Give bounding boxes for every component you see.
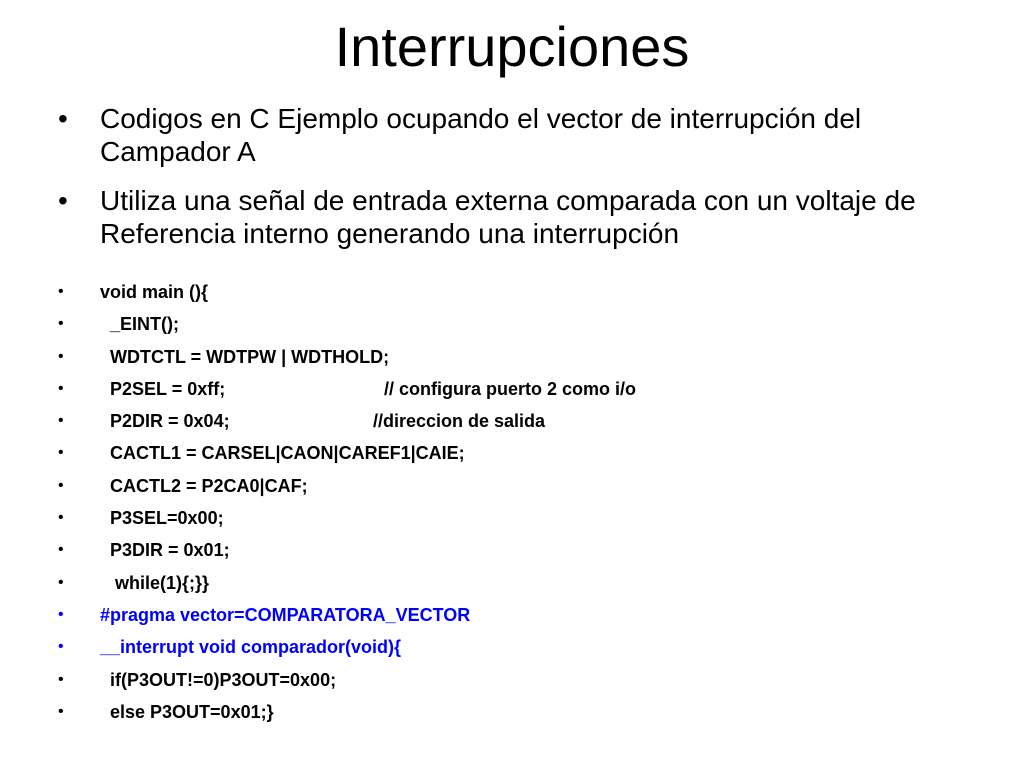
code-text: CACTL1 = CARSEL|CAON|CAREF1|CAIE; xyxy=(100,443,465,464)
bullet-text: Codigos en C Ejemplo ocupando el vector de interrupción del Campador A xyxy=(100,103,862,167)
bullet-text: Utiliza una señal de entrada externa comparada con un voltaje de Referencia interno generando una interrupción xyxy=(100,185,916,249)
bullet-marker: • xyxy=(58,670,64,688)
code-line xyxy=(58,378,998,410)
code-line xyxy=(58,539,998,571)
code-line xyxy=(58,572,998,604)
bullet-marker: • xyxy=(58,638,64,656)
code-comment: // configura puerto 2 como i/o xyxy=(384,378,637,399)
code-line xyxy=(58,636,998,668)
code-line xyxy=(58,701,998,733)
code-text: if(P3OUT!=0)P3OUT=0x00; xyxy=(100,669,337,690)
bullet-marker: • xyxy=(58,412,64,430)
code-bullet-list xyxy=(58,281,998,733)
bullet-marker: • xyxy=(58,573,64,591)
code-line xyxy=(58,669,998,701)
code-line xyxy=(58,475,998,507)
bullet-marker: • xyxy=(58,103,68,134)
bullet-marker: • xyxy=(58,476,64,494)
code-text: while(1){;}} xyxy=(100,572,210,593)
bullet-marker: • xyxy=(58,509,64,527)
code-text: void main (){ xyxy=(100,282,209,302)
code-text: P3DIR = 0x01; xyxy=(100,540,230,561)
code-line xyxy=(58,410,998,442)
code-line xyxy=(58,281,998,313)
code-text: WDTCTL = WDTPW | WDTHOLD; xyxy=(100,346,390,367)
code-line xyxy=(58,313,998,345)
slide-title: Interrupciones xyxy=(334,15,690,78)
bullet-marker: • xyxy=(58,444,64,462)
bullet-marker: • xyxy=(58,541,64,559)
bullet-marker: • xyxy=(58,702,64,720)
code-text: else P3OUT=0x01;} xyxy=(100,701,274,722)
code-text: P3SEL=0x00; xyxy=(100,508,224,529)
code-text: P2DIR = 0x04; xyxy=(100,411,230,432)
code-text: #pragma vector=COMPARATORA_VECTOR xyxy=(100,604,471,625)
bullet-item xyxy=(58,102,998,168)
code-line xyxy=(58,507,998,539)
code-comment: //direccion de salida xyxy=(373,411,546,432)
bullet-marker: • xyxy=(58,347,64,365)
bullet-item xyxy=(58,184,998,250)
bullet-marker: • xyxy=(58,283,64,300)
bullet-marker: • xyxy=(58,379,64,397)
code-text: __interrupt void comparador(void){ xyxy=(100,637,402,658)
bullet-marker: • xyxy=(58,605,64,623)
bullet-marker: • xyxy=(58,185,68,216)
code-text: P2SEL = 0xff; xyxy=(100,378,226,399)
code-line xyxy=(58,604,998,636)
code-text: CACTL2 = P2CA0|CAF; xyxy=(100,475,308,496)
main-bullet-list xyxy=(58,102,998,266)
code-line xyxy=(58,346,998,378)
code-line xyxy=(58,442,998,474)
code-text: _EINT(); xyxy=(100,314,179,335)
bullet-marker: • xyxy=(58,315,64,333)
